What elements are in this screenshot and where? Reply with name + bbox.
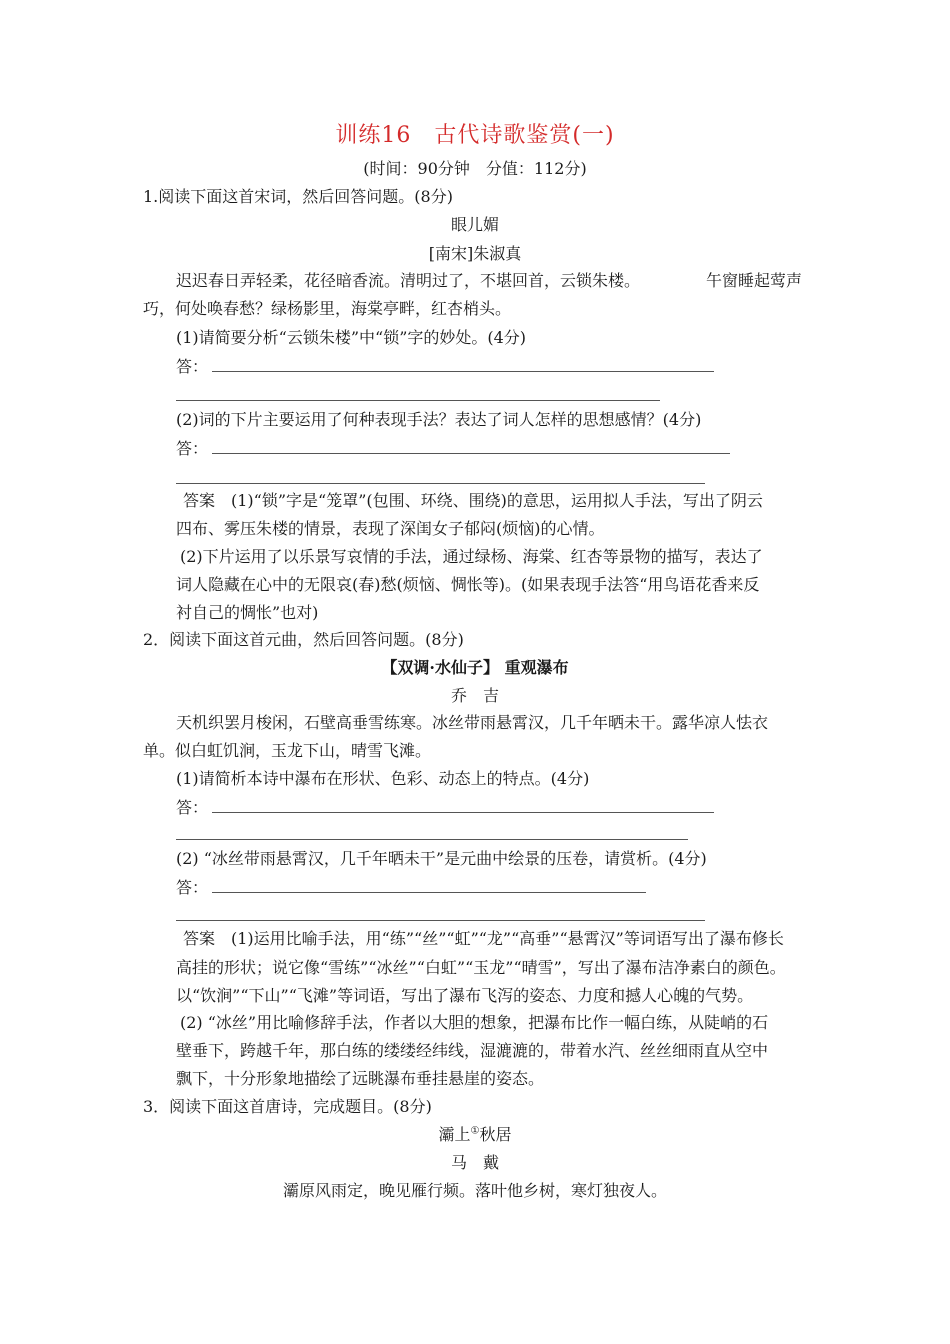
q2-poem-line2: 单。似白虹饥涧，玉龙下山，晴雪飞滩。	[143, 741, 432, 760]
q3-poem-title	[0, 1124, 950, 1146]
q1-key-a-line1: 答案 (1)“锁”字是“笼罩”(包围、环绕、围绕)的意思，运用拟人手法，写出了阴云	[183, 491, 763, 510]
q2-key-b-line3: 飘下，十分形象地描绘了远眺瀑布垂挂悬崖的姿态。	[176, 1069, 545, 1088]
q2-answer-line-2a[interactable]	[212, 892, 646, 893]
q1-poem-title: 眼儿媚	[450, 215, 499, 234]
q2-prompt: 2．阅读下面这首元曲，然后回答问题。(8分)	[143, 630, 464, 649]
q2-key-a-line2: 高挂的形状；说它像“雪练”“冰丝”“白虹”“玉龙”“晴雪”，写出了瀑布洁净素白的颜色。	[176, 958, 786, 977]
page-subtitle: (时间：90分钟 分值：112分)	[363, 159, 587, 178]
q1-sub-question-2: (2)词的下片主要运用了何种表现手法？表达了词人怎样的思想感情？(4分)	[176, 410, 702, 429]
q1-answer-line-2a[interactable]	[212, 453, 730, 454]
q1-key-b-line2: 词人隐藏在心中的无限哀(春)愁(烦恼、惆怅等)。(如果表现手法答“用鸟语花香来反	[176, 575, 760, 594]
q2-sub-question-2: (2) “冰丝带雨悬霄汉，几千年晒未干”是元曲中绘景的压卷，请赏析。(4分)	[176, 849, 707, 868]
page-title: 训练16 古代诗歌鉴赏(一)	[335, 123, 615, 148]
q3-author: 马 戴	[450, 1153, 499, 1172]
q1-poem-line1-tail: 午窗睡起莺声	[706, 271, 803, 290]
q2-answer-line-1b[interactable]	[176, 839, 688, 840]
q2-answer-label-1: 答：	[176, 798, 209, 817]
q1-key-a-line2: 四布、雾压朱楼的情景，表现了深闺女子郁闷(烦恼)的心情。	[176, 519, 605, 538]
q2-key-b-line2: 壁垂下，跨越千年，那白练的缕缕经纬线，湿漉漉的，带着水汽、丝丝细雨直从空中	[176, 1041, 769, 1060]
q2-answer-line-1a[interactable]	[212, 812, 714, 813]
q1-poem-line1: 迟迟春日弄轻柔，花径暗香流。清明过了，不堪回首，云锁朱楼。	[176, 271, 641, 290]
q1-key-b-line1: (2)下片运用了以乐景写哀情的手法，通过绿杨、海棠、红杏等景物的描写，表达了	[180, 547, 763, 566]
q3-poem-line1: 灞原风雨定，晚见雁行频。落叶他乡树，寒灯独夜人。	[282, 1181, 667, 1200]
q1-sub-question-1: (1)请简要分析“云锁朱楼”中“锁”字的妙处。(4分)	[176, 328, 527, 347]
q1-answer-line-1a[interactable]	[212, 371, 714, 372]
q3-prompt: 3．阅读下面这首唐诗，完成题目。(8分)	[143, 1097, 432, 1116]
q1-answer-label-1: 答：	[176, 357, 209, 376]
q2-poem-line1: 天机织罢月梭闲，石壁高垂雪练寒。冰丝带雨悬霄汉，几千年晒未干。露华凉人怯衣	[176, 713, 769, 732]
q2-key-a-line3: 以“饮涧”“下山”“飞滩”等词语，写出了瀑布飞泻的姿态、力度和撼人心魄的气势。	[176, 986, 754, 1005]
q2-poem-title: 【双调·水仙子】 重观瀑布	[381, 658, 569, 677]
q1-answer-line-1b[interactable]	[176, 400, 660, 401]
q3-title-rest: 秋居	[479, 1125, 512, 1144]
q1-poem-line2: 巧，何处唤春愁？绿杨影里，海棠亭畔，红杏梢头。	[143, 299, 512, 318]
q1-answer-line-2b[interactable]	[176, 483, 705, 484]
q1-answer-label-2: 答：	[176, 439, 209, 458]
q3-footnote-marker: ①	[470, 1125, 480, 1137]
q2-answer-line-2b[interactable]	[176, 920, 705, 921]
q1-prompt: 1.阅读下面这首宋词，然后回答问题。(8分)	[143, 187, 453, 206]
q1-key-b-line3: 衬自己的惆怅”也对)	[176, 603, 319, 622]
q2-author: 乔 吉	[450, 686, 499, 705]
q1-author: [南宋]朱淑真	[428, 244, 522, 263]
q2-sub-question-1: (1)请简析本诗中瀑布在形状、色彩、动态上的特点。(4分)	[176, 769, 590, 788]
q3-title-main: 灞上	[438, 1125, 471, 1144]
q2-answer-label-2: 答：	[176, 878, 209, 897]
q2-key-b-line1: (2) “冰丝”用比喻修辞手法，作者以大胆的想象，把瀑布比作一幅白练，从陡峭的石	[180, 1013, 769, 1032]
q2-key-a-line1: 答案 (1)运用比喻手法，用“练”“丝”“虹”“龙”“高垂”“悬霄汉”等词语写出了瀑布修长	[183, 929, 784, 948]
